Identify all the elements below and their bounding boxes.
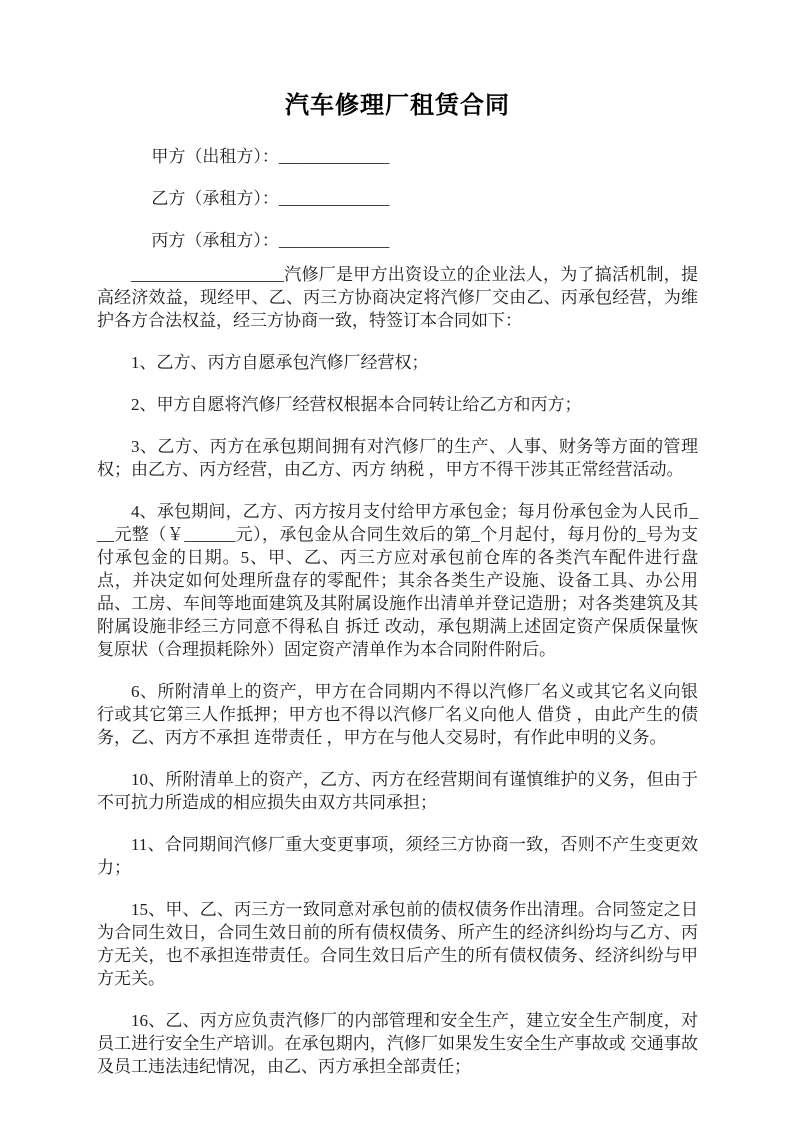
- contract-clause-4-5: 4、承包期间，乙方、丙方按月支付给甲方承包金；每月份承包金为人民币___元整（￥______元），承包金从合同生效后的第_个月起付，每月份的_号为支付承包金的日期。5、甲、乙、丙三方应对承包前仓库的各类汽车配件进行盘点，并决定如何处理所盘存的零配件；其余各类生产设施、设备工具、办公用品、工房、车间等地面建筑及其附属设施作出清单并登记造册；对各类建筑及其附属设施非经三方同意不得私自 拆迁 改动，承包期满上述固定资产保质保量恢复原状（合理损耗除外）固定资产清单作为本合同附件附后。: [97, 502, 698, 659]
- contract-clause-2: 2、甲方自愿将汽修厂经营权根据本合同转让给乙方和丙方；: [131, 395, 582, 414]
- contract-clause-15: 15、甲、乙、丙三方一致同意对承包前的债权债务作出清理。合同签定之日为合同生效日，合同生效日前的所有债权债务、所产生的经济纠纷均与乙方、丙方无关，也不承担连带责任。合同生效日后产生的所有债权债务、经济纠纷与甲方无关。: [97, 900, 698, 988]
- contract-clause-11: 11、合同期间汽修厂重大变更事项，须经三方协商一致，否则不产生变更效力；: [97, 835, 698, 877]
- party-line-yifang: 乙方（承租方）：_____________: [151, 189, 390, 208]
- party-line-jiafang: 甲方（出租方）：_____________: [151, 147, 390, 166]
- contract-clause-6: 6、所附清单上的资产，甲方在合同期内不得以汽修厂名义或其它名义向银行或其它第三人作抵押；甲方也不得以汽修厂名义向他人 借贷 ，由此产生的债务，乙、丙方不承担 连带责任 ，甲方在与他人交易时，有作此申明的义务。: [97, 682, 698, 747]
- contract-clause-10: 10、所附清单上的资产，乙方、丙方在经营期间有谨慎维护的义务，但由于不可抗力所造成的相应损失由双方共同承担；: [97, 770, 698, 812]
- contract-paragraph-opening: __________________汽修厂是甲方出资设立的企业法人，为了搞活机制，提高经济效益，现经甲、乙、丙三方协商决定将汽修厂交由乙、丙承包经营，为维护各方合法权益，经三方协商一致，特签订本合同如下：: [97, 265, 698, 330]
- party-line-bingfang: 丙方（承租方）：_____________: [151, 231, 390, 250]
- contract-clause-3: 3、乙方、丙方在承包期间拥有对汽修厂的生产、人事、财务等方面的管理权；由乙方、丙方经营，由乙方、丙方 纳税 ，甲方不得干涉其正常经营活动。: [97, 437, 698, 479]
- contract-clause-16: 16、乙、丙方应负责汽修厂的内部管理和安全生产，建立安全生产制度，对员工进行安全生产培训。在承包期内，汽修厂如果发生安全生产事故或 交通事故 及员工违法违纪情况，由乙、丙方承担全部责任；: [97, 1011, 698, 1076]
- contract-clause-1: 1、乙方、丙方自愿承包汽修厂经营权；: [131, 353, 429, 372]
- page-title: 汽车修理厂租赁合同: [285, 93, 510, 119]
